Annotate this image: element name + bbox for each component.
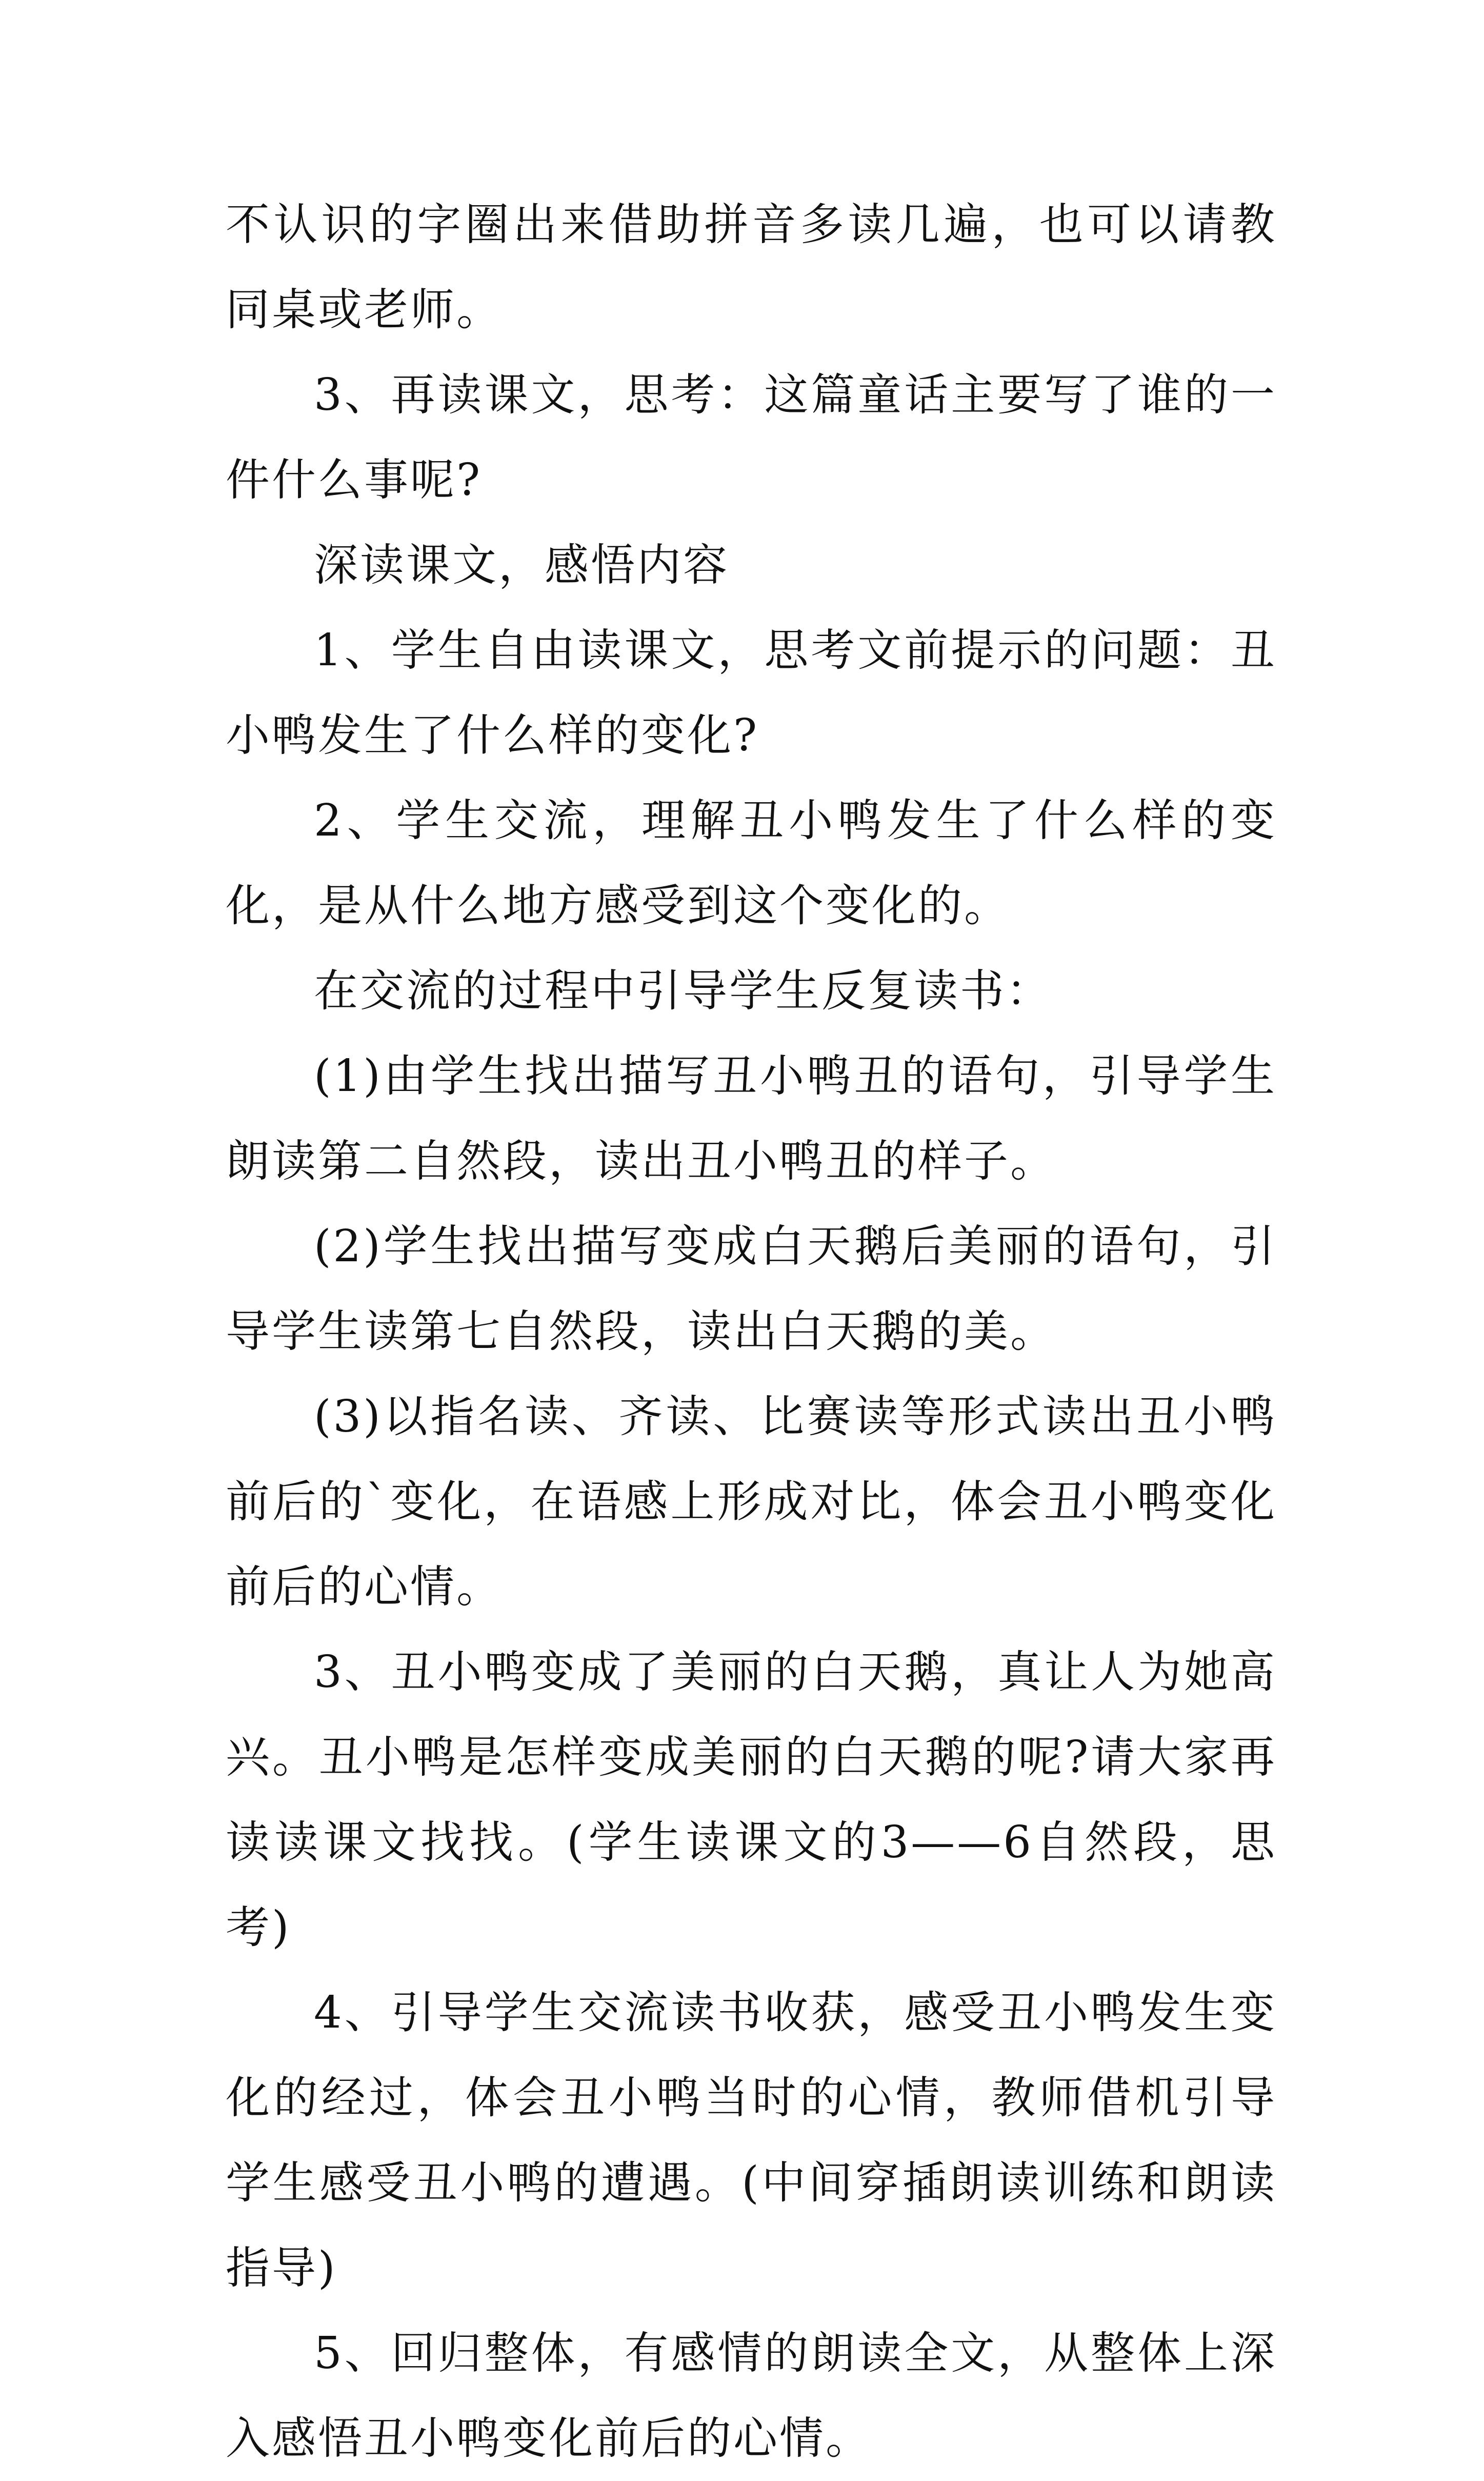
paragraph: 在交流的过程中引导学生反复读书： xyxy=(314,965,1052,1017)
paragraph: 4、引导学生交流读书收获，感受丑小鸭发生变化的经过，体会丑小鸭当时的心情，教师借机引导学生感受丑小鸭的遭遇。(中间穿插朗读训练和朗读指导) xyxy=(226,1987,1277,2294)
paragraph: 5、回归整体，有感情的朗读全文，从整体上深入感悟丑小鸭变化前后的心情。 xyxy=(226,2328,1277,2464)
paragraph: (2)学生找出描写变成白天鹅后美丽的语句，引导学生读第七自然段，读出白天鹅的美。 xyxy=(226,1221,1277,1357)
paragraph: 1、学生自由读课文，思考文前提示的问题：丑小鸭发生了什么样的变化? xyxy=(226,625,1277,761)
paragraph: 不认识的字圈出来借助拼音多读几遍，也可以请教同桌或老师。 xyxy=(226,199,1277,335)
paragraph: 2、学生交流，理解丑小鸭发生了什么样的变化，是从什么地方感受到这个变化的。 xyxy=(226,795,1277,931)
paragraph: 3、丑小鸭变成了美丽的白天鹅，真让人为她高兴。丑小鸭是怎样变成美丽的白天鹅的呢?请大家再读读课文找找。(学生读课文的3——6自然段，思考) xyxy=(226,1646,1277,1953)
paragraph: (1)由学生找出描写丑小鸭丑的语句，引导学生朗读第二自然段，读出丑小鸭丑的样子。 xyxy=(226,1050,1277,1187)
paragraph: (3)以指名读、齐读、比赛读等形式读出丑小鸭前后的`变化，在语感上形成对比，体会丑小鸭变化前后的心情。 xyxy=(226,1391,1277,1613)
document-body xyxy=(226,182,1277,2481)
paragraph: 3、再读课文，思考：这篇童话主要写了谁的一件什么事呢? xyxy=(226,369,1277,506)
section-heading: 深读课文，感悟内容 xyxy=(314,540,729,591)
